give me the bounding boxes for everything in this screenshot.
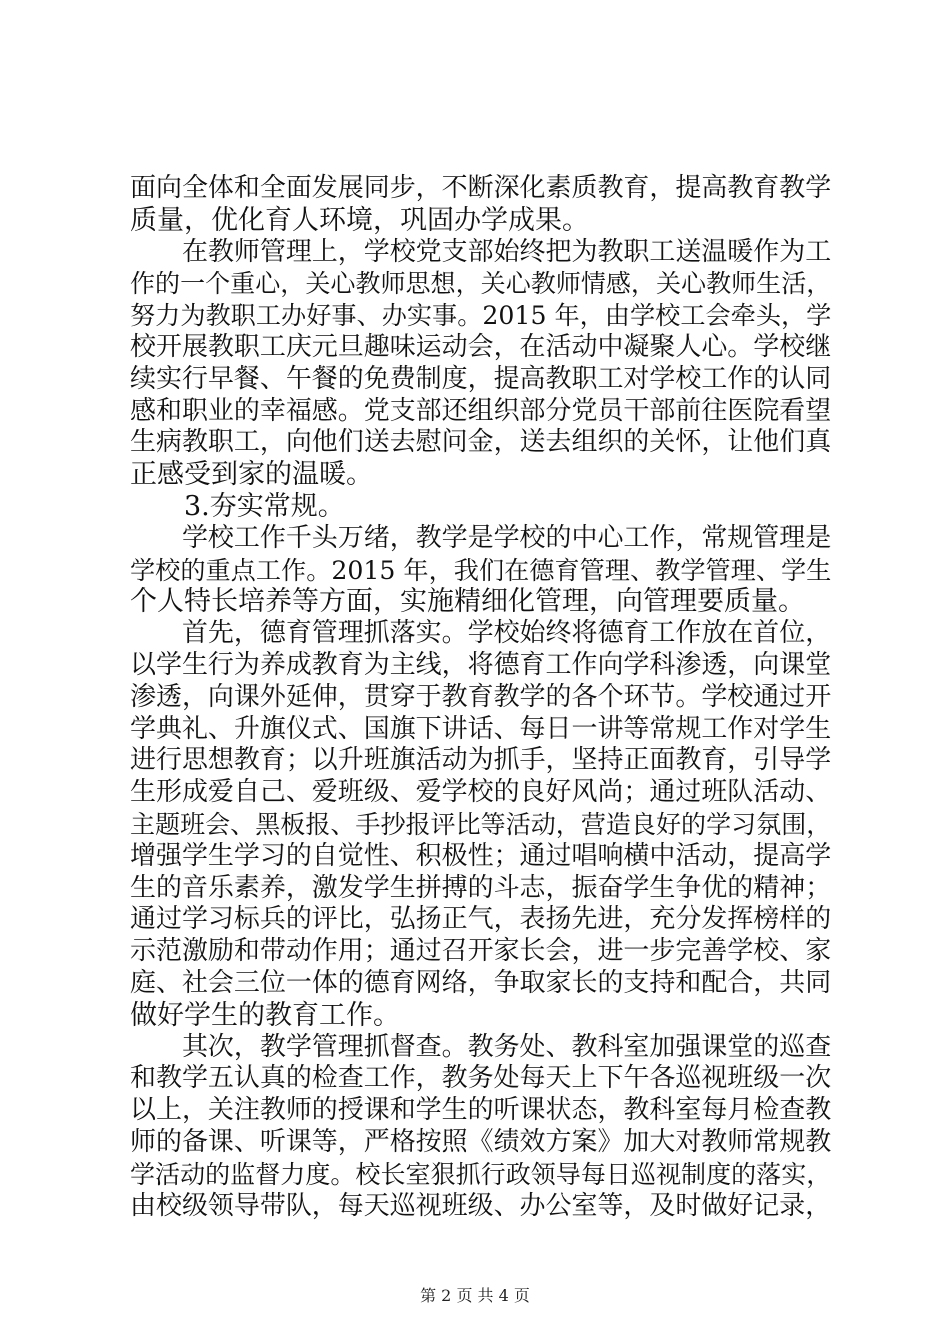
page-indicator: 第 2 页 共 4 页	[420, 1286, 530, 1305]
text-line: 生病教职工，向他们送去慰问金，送去组织的关怀，让他们真	[130, 427, 832, 458]
text-line: 庭、社会三位一体的德育网络，争取家长的支持和配合，共同	[130, 967, 832, 998]
page-footer	[0, 1283, 950, 1306]
text-line: 学校工作千头万绪，教学是学校的中心工作，常规管理是	[130, 522, 832, 553]
text-line: 以学生行为养成教育为主线，将德育工作向学科渗透，向课堂	[130, 649, 832, 680]
text-line: 努力为教职工办好事、办实事。2015 年，由学校工会牵头，学	[130, 301, 832, 331]
text-line: 示范激励和带动作用；通过召开家长会，进一步完善学校、家	[130, 936, 832, 967]
text-line: 3.夯实常规。	[130, 490, 345, 522]
text-line: 生形成爱自己、爱班级、爱学校的良好风尚；通过班队活动、	[130, 777, 832, 808]
text-line: 续实行早餐、午餐的免费制度，提高教职工对学校工作的认同	[130, 363, 832, 394]
text-line: 进行思想教育；以升班旗活动为抓手，坚持正面教育，引导学	[130, 745, 832, 776]
text-line: 正感受到家的温暖。	[130, 459, 373, 491]
text-line: 增强学生学习的自觉性、积极性；通过唱响横中活动，提高学	[130, 840, 832, 871]
text-line: 主题班会、黑板报、手抄报评比等活动，营造良好的学习氛围，	[130, 809, 832, 839]
text-line: 通过学习标兵的评比，弘扬正气，表扬先进，充分发挥榜样的	[130, 904, 832, 935]
text-line: 生的音乐素养，激发学生拼搏的斗志，振奋学生争优的精神；	[130, 872, 832, 903]
text-line: 校开展教职工庆元旦趣味运动会，在活动中凝聚人心。学校继	[130, 331, 832, 362]
text-line: 作的一个重心，关心教师思想，关心教师情感，关心教师生活，	[130, 269, 832, 299]
text-line: 学典礼、升旗仪式、国旗下讲话、每日一讲等常规工作对学生	[130, 713, 832, 744]
document-body	[130, 173, 835, 1222]
text-line: 个人特长培养等方面，实施精细化管理，向管理要质量。	[130, 586, 805, 618]
text-line: 在教师管理上，学校党支部始终把为教职工送温暖作为工	[130, 236, 832, 267]
text-line: 渗透，向课外延伸，贯穿于教育教学的各个环节。学校通过开	[130, 681, 832, 712]
text-line: 其次，教学管理抓督查。教务处、教科室加强课堂的巡查	[130, 1031, 832, 1062]
text-line: 由校级领导带队，每天巡视班级、办公室等，及时做好记录，	[130, 1190, 832, 1221]
text-line: 感和职业的幸福感。党支部还组织部分党员干部前往医院看望	[130, 395, 832, 426]
text-line: 质量，优化育人环境，巩固办学成果。	[130, 204, 589, 236]
text-line: 做好学生的教育工作。	[130, 999, 400, 1031]
text-line: 学活动的监督力度。校长室狠抓行政领导每日巡视制度的落实，	[130, 1159, 832, 1189]
text-line: 学校的重点工作。2015 年，我们在德育管理、教学管理、学生	[130, 555, 832, 585]
text-line: 首先，德育管理抓落实。学校始终将德育工作放在首位，	[130, 618, 832, 649]
text-line: 以上，关注教师的授课和学生的听课状态，教科室每月检查教	[130, 1095, 832, 1126]
text-line: 和教学五认真的检查工作，教务处每天上下午各巡视班级一次	[130, 1063, 832, 1094]
text-line: 面向全体和全面发展同步，不断深化素质教育，提高教育教学	[130, 173, 832, 203]
text-line: 师的备课、听课等，严格按照《绩效方案》加大对教师常规教	[130, 1126, 832, 1157]
